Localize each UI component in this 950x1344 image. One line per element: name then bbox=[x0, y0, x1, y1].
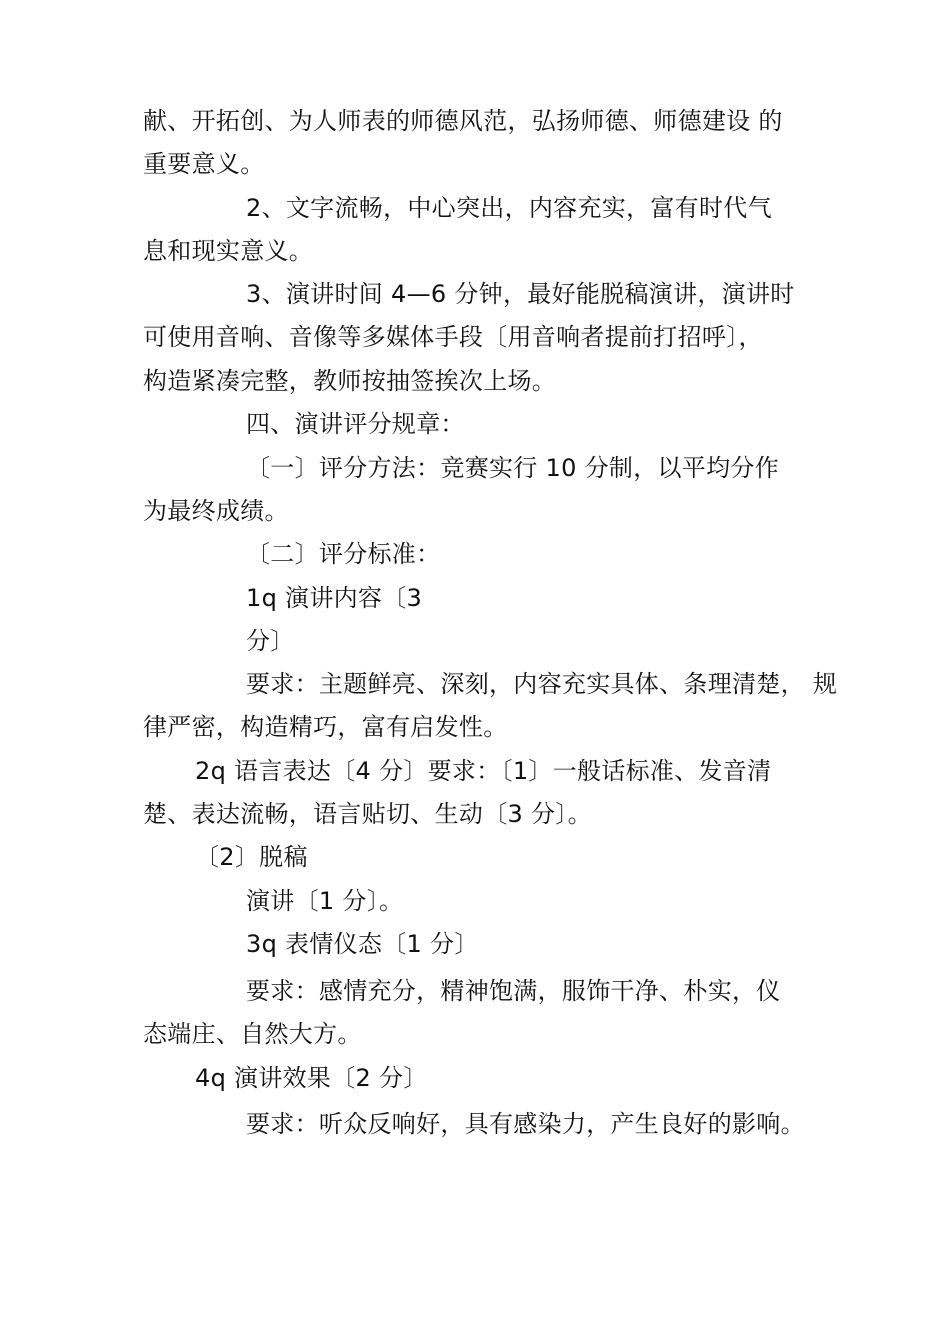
text-line: 息和现实意义。 bbox=[143, 237, 314, 265]
text-line: 3、演讲时间 4—6 分钟，最好能脱稿演讲，演讲时 bbox=[246, 280, 795, 308]
text-line: 要求：感情充分，精神饱满，服饰干净、朴实，仪 bbox=[246, 977, 781, 1005]
text-line: 2q 语言表达〔4 分〕要求：〔1〕一般话标准、发音清 bbox=[195, 757, 772, 785]
text-line: 为最终成绩。 bbox=[143, 497, 289, 525]
text-line: 要求：听众反响好，具有感染力，产生良好的影响。 bbox=[246, 1110, 805, 1138]
text-line: 可使用音响、音像等多媒体手段〔用音响者提前打招呼〕， bbox=[143, 323, 763, 351]
text-line: 〔一〕评分方法：竞赛实行 10 分制，以平均分作 bbox=[246, 454, 779, 482]
subsection-heading: 〔二〕评分标准： bbox=[246, 540, 441, 568]
text-line: 楚、表达流畅，语言贴切、生动〔3 分〕。 bbox=[143, 800, 592, 828]
text-line: 2、文字流畅，中心突出，内容充实，富有时代气 bbox=[246, 194, 772, 222]
text-line: 演讲〔1 分〕。 bbox=[246, 887, 404, 915]
text-line: 要求：主题鲜亮、深刻，内容充实具体、条理清楚， 规 bbox=[246, 670, 838, 698]
text-line: 律严密，构造精巧，富有启发性。 bbox=[143, 713, 508, 741]
text-line: 1q 演讲内容〔3 bbox=[246, 584, 423, 612]
section-heading: 四、演讲评分规章： bbox=[246, 410, 465, 438]
text-line: 〔2〕脱稿 bbox=[195, 843, 308, 871]
text-line: 3q 表情仪态〔1 分〕 bbox=[246, 930, 479, 958]
text-line: 态端庄、自然大方。 bbox=[143, 1020, 362, 1048]
text-line: 构造紧凑完整，教师按抽签挨次上场。 bbox=[143, 367, 557, 395]
text-line: 分〕 bbox=[246, 627, 295, 655]
text-line: 献、开拓创、为人师表的师德风范，弘扬师德、师德建设 的 bbox=[143, 107, 783, 135]
text-line: 重要意义。 bbox=[143, 150, 265, 178]
text-line: 4q 演讲效果〔2 分〕 bbox=[195, 1064, 428, 1092]
